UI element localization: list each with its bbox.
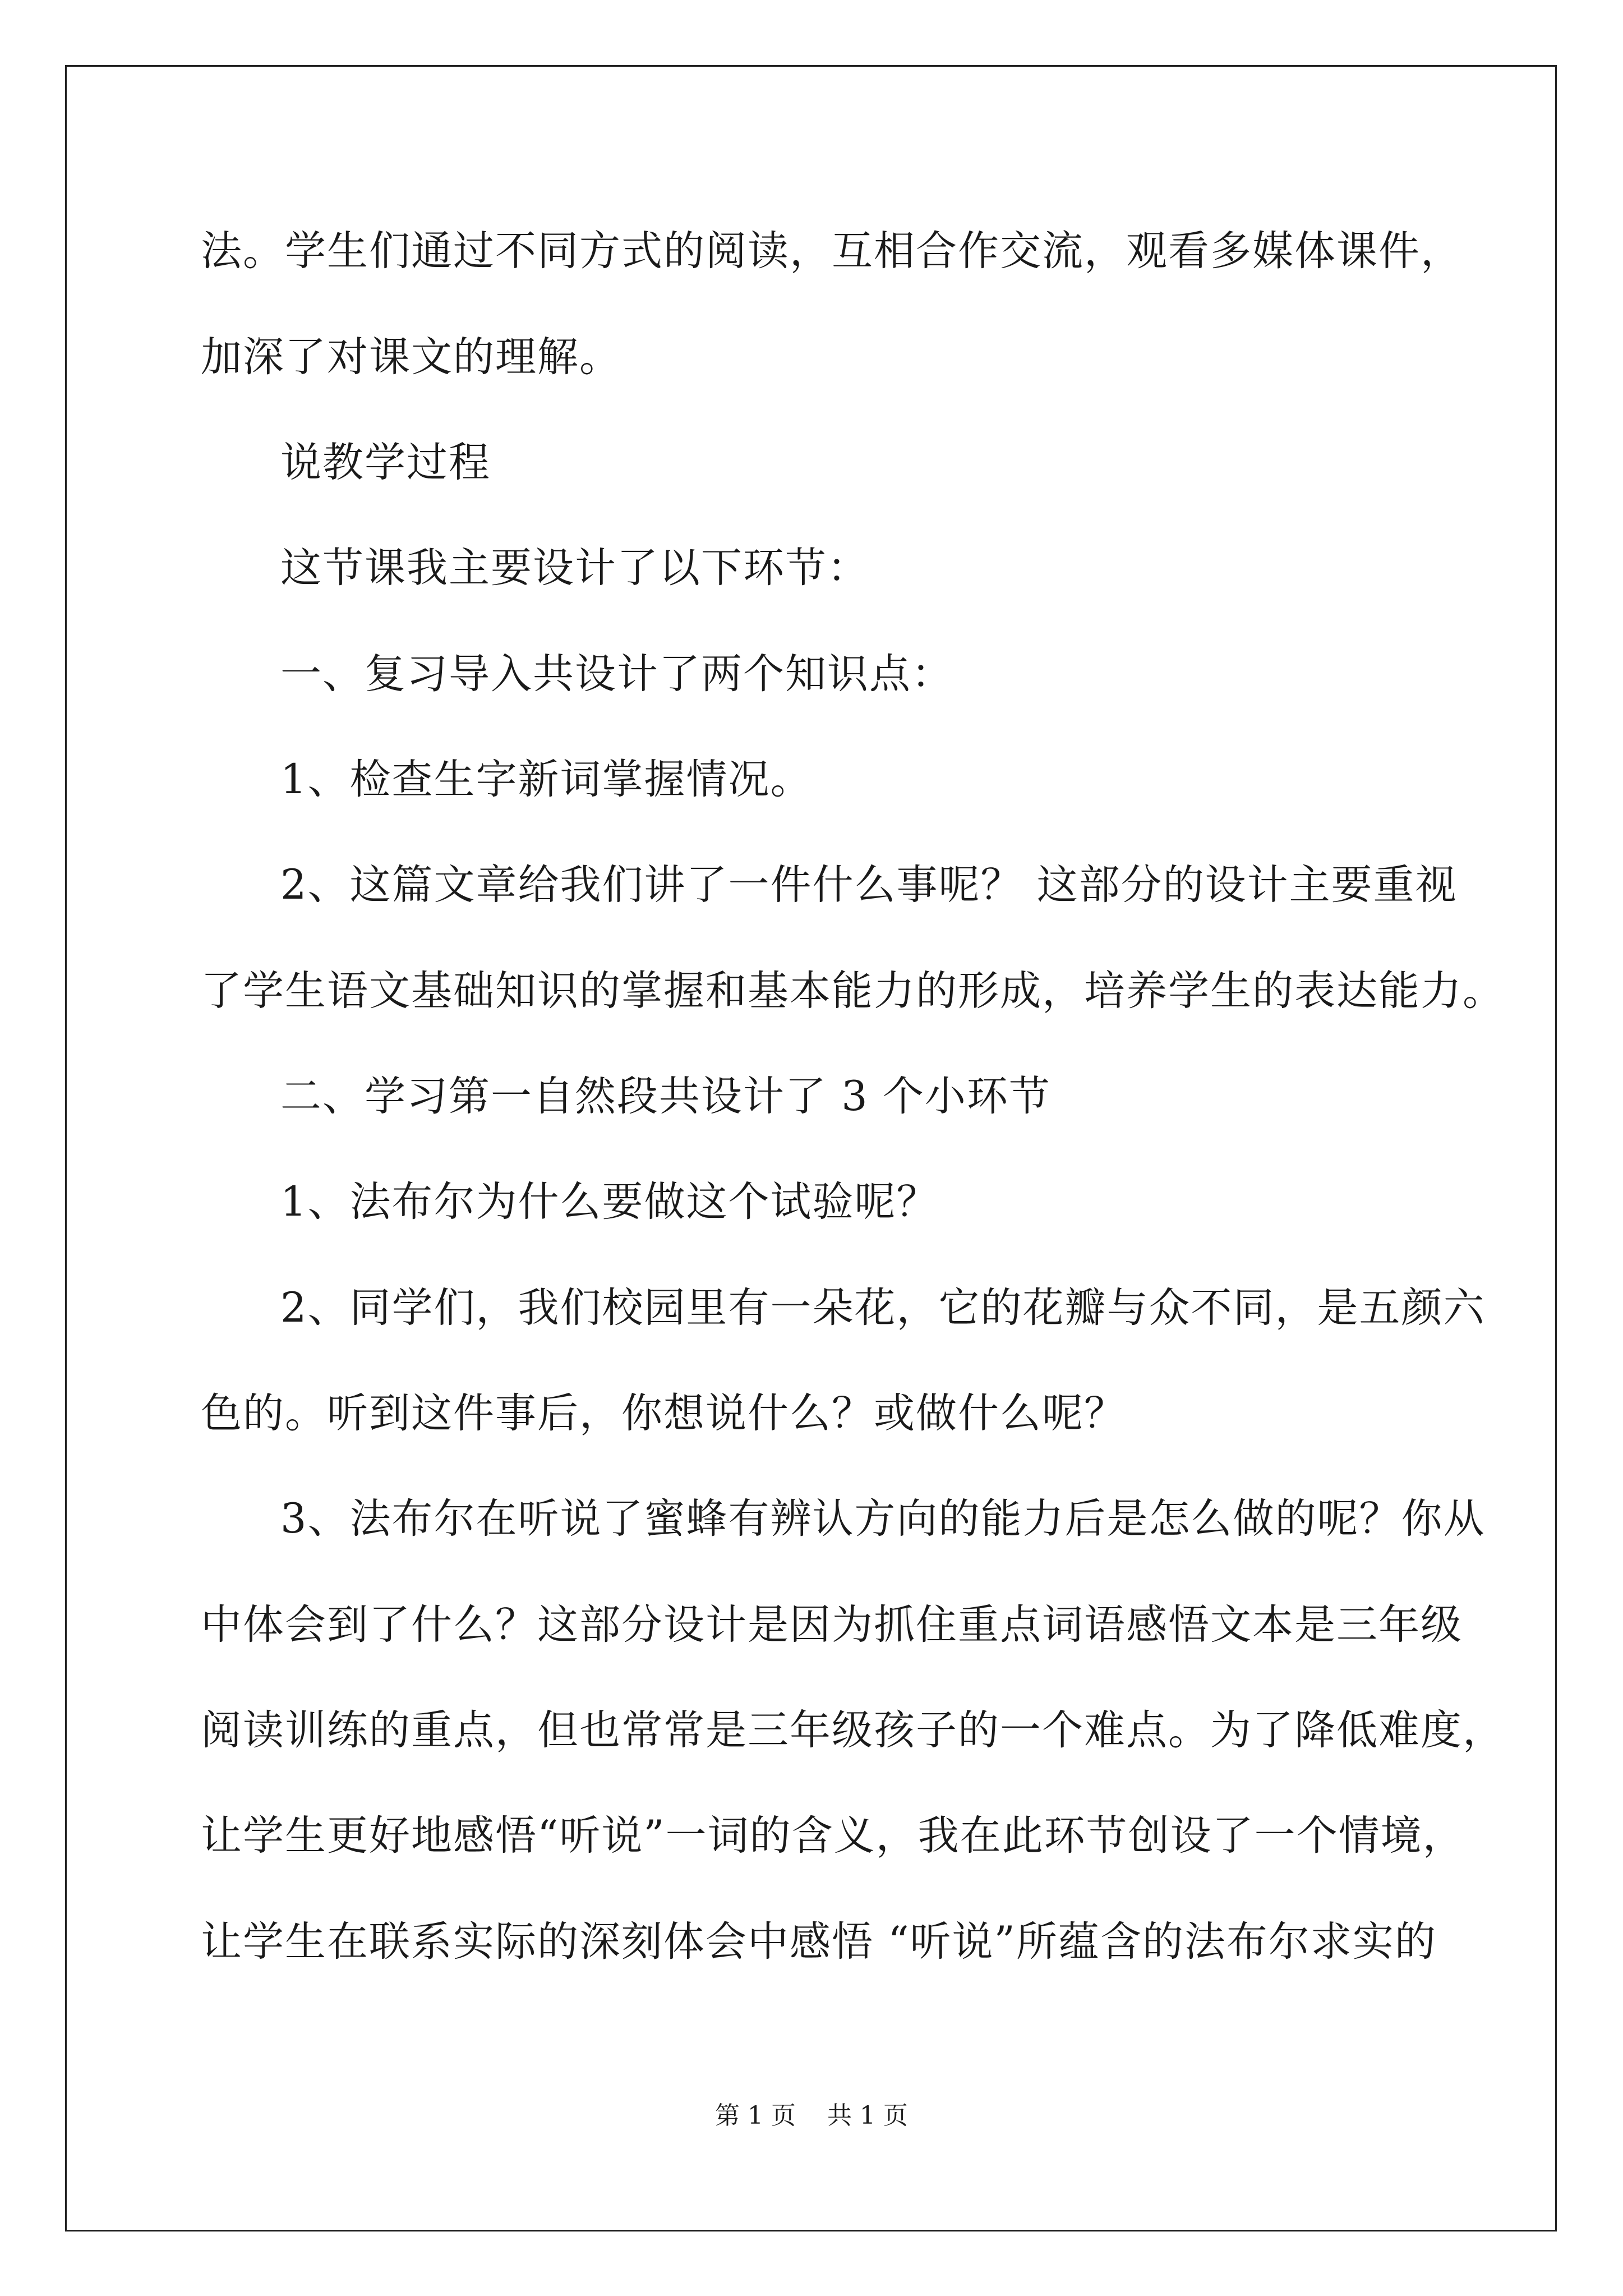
text-line: 1、法布尔为什么要做这个试验呢？ — [280, 1178, 939, 1226]
text-line: 色的。听到这件事后，你想说什么？或做什么呢？ — [201, 1389, 1126, 1437]
text-line: 让学生在联系实际的深刻体会中感悟 “听说”所蕴含的法布尔求实的 — [201, 1918, 1437, 1966]
text-line: 法。学生们通过不同方式的阅读，互相合作交流，观看多媒体课件， — [201, 227, 1463, 275]
text-line: 一、复习导入共设计了两个知识点： — [280, 650, 953, 698]
text-line: 二、学习第一自然段共设计了 3 个小环节 — [280, 1073, 1051, 1120]
text-line: 加深了对课文的理解。 — [201, 333, 621, 381]
section-heading: 说教学过程 — [280, 439, 491, 486]
page-footer: 第 1 页 共 1 页 — [715, 2101, 908, 2130]
text-line: 让学生更好地感悟“听说”一词的含义，我在此环节创设了一个情境， — [201, 1812, 1465, 1860]
text-line: 2、这篇文章给我们讲了一件什么事呢？ 这部分的设计主要重视 — [280, 861, 1458, 909]
text-line: 3、法布尔在听说了蜜蜂有辨认方向的能力后是怎么做的呢？你从 — [280, 1495, 1486, 1543]
text-line: 1、检查生字新词掌握情况。 — [280, 756, 813, 803]
text-line: 2、同学们，我们校园里有一朵花，它的花瓣与众不同，是五颜六 — [280, 1284, 1486, 1332]
page-border — [65, 65, 1557, 2231]
text-line: 阅读训练的重点，但也常常是三年级孩子的一个难点。为了降低难度， — [201, 1706, 1505, 1754]
text-line: 这节课我主要设计了以下环节： — [280, 544, 869, 592]
text-line: 中体会到了什么？这部分设计是因为抓住重点词语感悟文本是三年级 — [201, 1601, 1463, 1649]
text-line: 了学生语文基础知识的掌握和基本能力的形成，培养学生的表达能力。 — [201, 967, 1505, 1015]
